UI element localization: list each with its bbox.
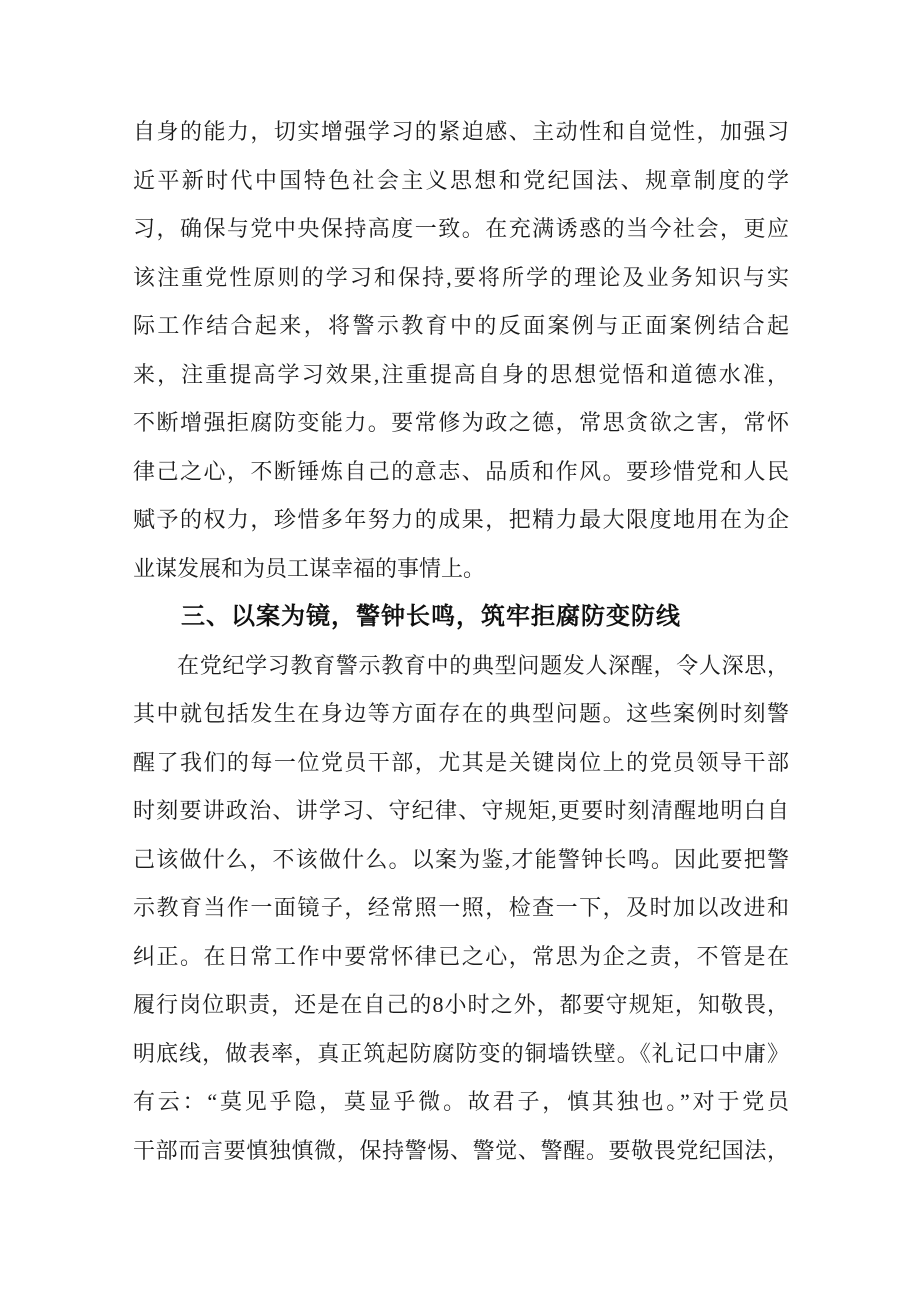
paragraph-line: 有云：“莫见乎隐，莫显乎微。故君子，慎其独也。”对于党员 <box>133 1089 789 1114</box>
paragraph-line: 纠正。在日常工作中要常怀律已之心，常思为企之责，不管是在 <box>133 943 789 969</box>
paragraph-line: 自身的能力，切实增强学习的紧迫感、主动性和自觉性，加强习 <box>133 119 789 144</box>
paragraph-line: 干部而言要慎独慎微，保持警惕、警觉、警醒。要敬畏党纪国法， <box>133 1137 789 1163</box>
paragraph-line: 业谋发展和为员工谋幸福的事情上。 <box>133 555 486 581</box>
paragraph-line: 时刻要讲政治、讲学习、守纪律、守规矩,更要时刻清醒地明白自 <box>133 798 789 823</box>
paragraph-line: 律己之心，不断锤炼自己的意志、品质和作风。要珍惜党和人民 <box>133 458 789 484</box>
paragraph-line: 际工作结合起来，将警示教育中的反面案例与正面案例结合起 <box>133 313 789 338</box>
document-text <box>133 108 789 1175</box>
paragraph-line: 来，注重提高学习效果,注重提高自身的思想觉悟和道德水准， <box>133 361 789 387</box>
paragraph-line: 习，确保与党中央保持高度一致。在充满诱惑的当今社会，更应 <box>133 216 789 241</box>
section-heading: 三、以案为镜，警钟长鸣，筑牢拒腐防变防线 <box>181 604 681 630</box>
paragraph-line: 在党纪学习教育警示教育中的典型问题发人深醒，令人深思， <box>177 652 789 678</box>
paragraph-line: 该注重党性原则的学习和保持,要将所学的理论及业务知识与实 <box>133 264 789 290</box>
paragraph-line: 己该做什么，不该做什么。以案为鉴,才能警钟长鸣。因此要把警 <box>133 846 789 872</box>
paragraph-line: 其中就包括发生在身边等方面存在的典型问题。这些案例时刻警 <box>133 701 789 726</box>
paragraph-line: 不断增强拒腐防变能力。要常修为政之德，常思贪欲之害，常怀 <box>133 410 789 435</box>
paragraph-line: 近平新时代中国特色社会主义思想和党纪国法、规章制度的学 <box>133 167 789 193</box>
paragraph-line: 履行岗位职责，还是在自己的8小时之外，都要守规矩，知敬畏， <box>133 992 789 1017</box>
paragraph-line: 醒了我们的每一位党员干部，尤其是关键岗位上的党员领导干部 <box>133 749 789 775</box>
paragraph-line: 赋予的权力，珍惜多年努力的成果，把精力最大限度地用在为企 <box>133 507 789 532</box>
paragraph-line: 明底线，做表率，真正筑起防腐防变的铜墙铁壁。《礼记口中庸》 <box>133 1040 789 1066</box>
paragraph-line: 示教育当作一面镜子，经常照一照，检查一下，及时加以改进和 <box>133 895 789 920</box>
